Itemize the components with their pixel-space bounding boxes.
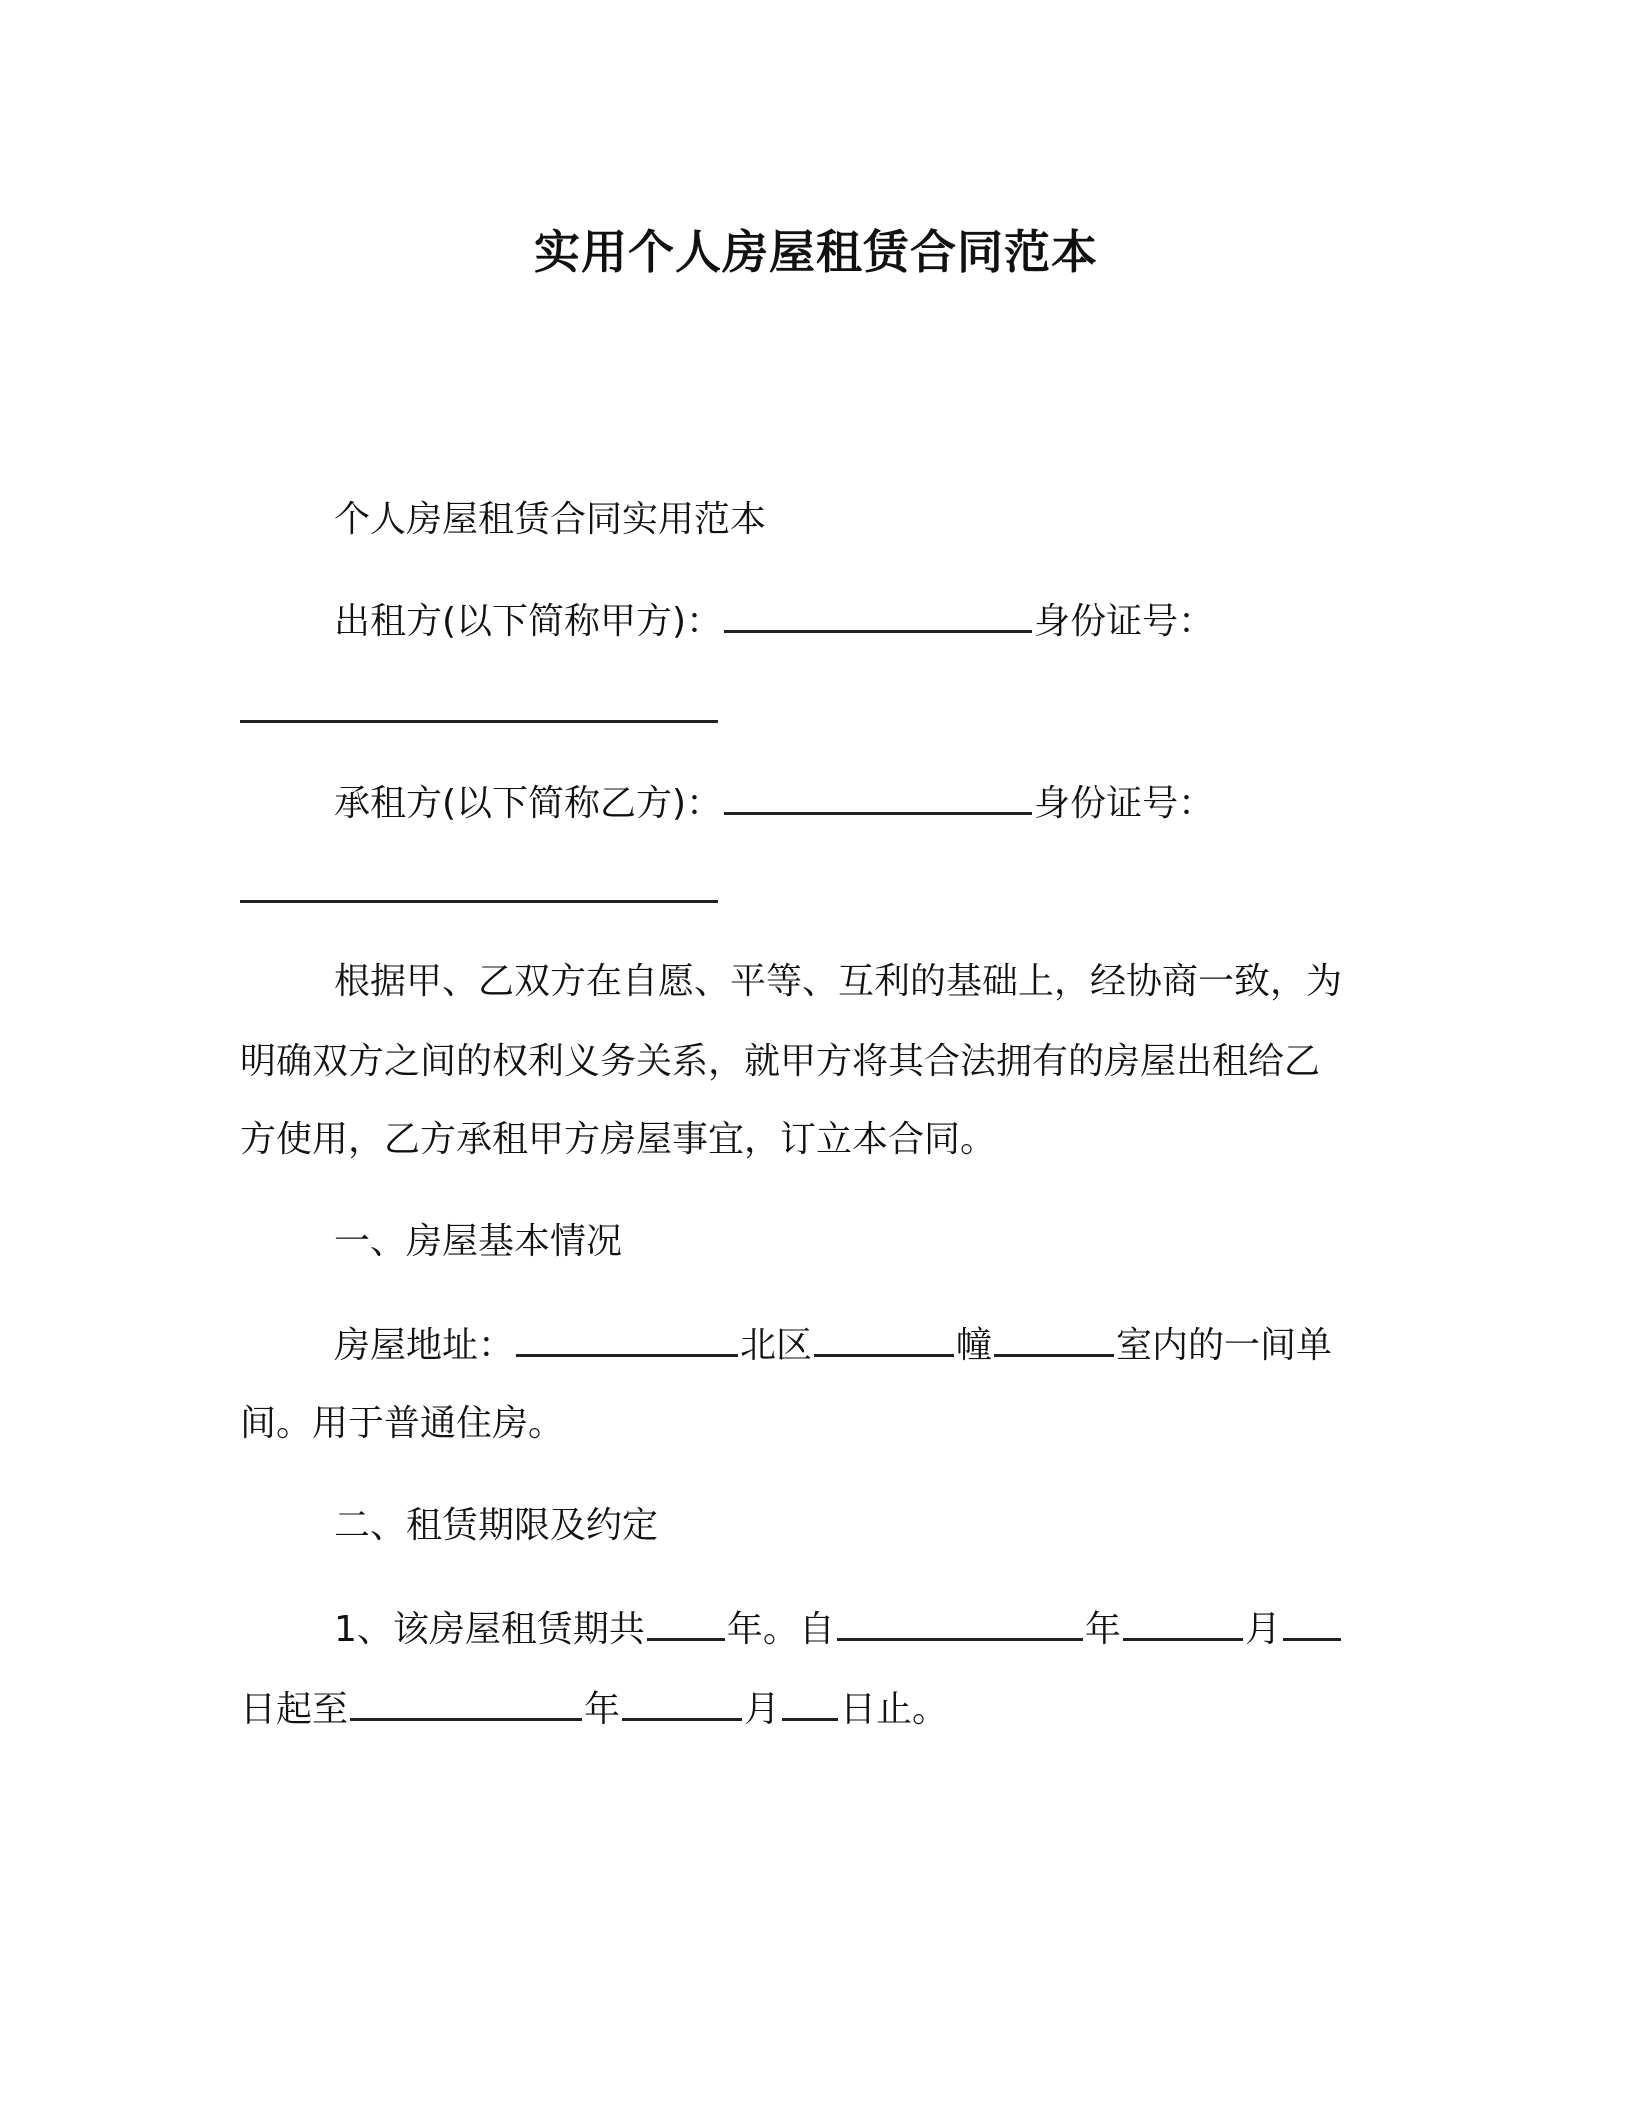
- section-1-heading: 一、房屋基本情况: [334, 1221, 623, 1262]
- term-years-blank: [647, 1608, 725, 1641]
- address-building: 幢: [956, 1325, 993, 1366]
- term-from-day: 日起至: [240, 1689, 349, 1730]
- term-start-year-blank: [837, 1608, 1083, 1641]
- term-part-1: 1、该房屋租赁期共: [334, 1609, 645, 1650]
- lessor-id-label: 身份证号：: [1034, 601, 1215, 642]
- address-north: 北区: [740, 1325, 813, 1366]
- term-end-month-blank: [622, 1688, 742, 1721]
- preamble-line-1: 根据甲、乙双方在自愿、平等、互利的基础上，经协商一致，为: [334, 961, 1343, 1002]
- lessee-id-blank: [240, 900, 718, 903]
- term-year-from: 年。自: [726, 1609, 835, 1650]
- term-end-day-blank: [782, 1688, 838, 1721]
- lessor-line: [334, 598, 1214, 646]
- address-line-2: 间。用于普通住房。: [240, 1403, 565, 1444]
- address-line: [334, 1322, 1332, 1370]
- lessee-id-label: 身份证号：: [1034, 783, 1215, 824]
- preamble-line-2: 明确双方之间的权利义务关系，就甲方将其合法拥有的房屋出租给乙: [240, 1041, 1321, 1082]
- address-room: 室内的一间单: [1116, 1325, 1333, 1366]
- lessee-name-blank: [724, 782, 1032, 815]
- lessee-line: [334, 780, 1214, 828]
- lessor-label: 出租方(以下简称甲方)：: [334, 601, 723, 642]
- lessor-name-blank: [724, 600, 1032, 633]
- address-building-blank: [814, 1324, 954, 1357]
- term-line: [334, 1606, 1343, 1654]
- lessor-id-blank: [240, 720, 718, 723]
- term-end: 日止。: [840, 1689, 949, 1730]
- address-label: 房屋地址：: [334, 1325, 515, 1366]
- term-start-day-blank: [1283, 1608, 1341, 1641]
- term-year-2: 年: [584, 1689, 621, 1730]
- term-line-2: [240, 1686, 948, 1734]
- document-subtitle: 个人房屋租赁合同实用范本: [334, 499, 767, 540]
- document-title: 实用个人房屋租赁合同范本: [534, 225, 1098, 279]
- address-street-blank: [516, 1324, 738, 1357]
- lessee-label: 承租方(以下简称乙方)：: [334, 783, 723, 824]
- term-year: 年: [1084, 1609, 1121, 1650]
- address-room-blank: [994, 1324, 1114, 1357]
- preamble-line-3: 方使用，乙方承租甲方房屋事宜，订立本合同。: [240, 1119, 997, 1160]
- term-start-month-blank: [1123, 1608, 1243, 1641]
- section-2-heading: 二、租赁期限及约定: [334, 1505, 659, 1546]
- term-month-2: 月: [744, 1689, 781, 1730]
- term-end-year-blank: [350, 1688, 582, 1721]
- term-month: 月: [1244, 1609, 1281, 1650]
